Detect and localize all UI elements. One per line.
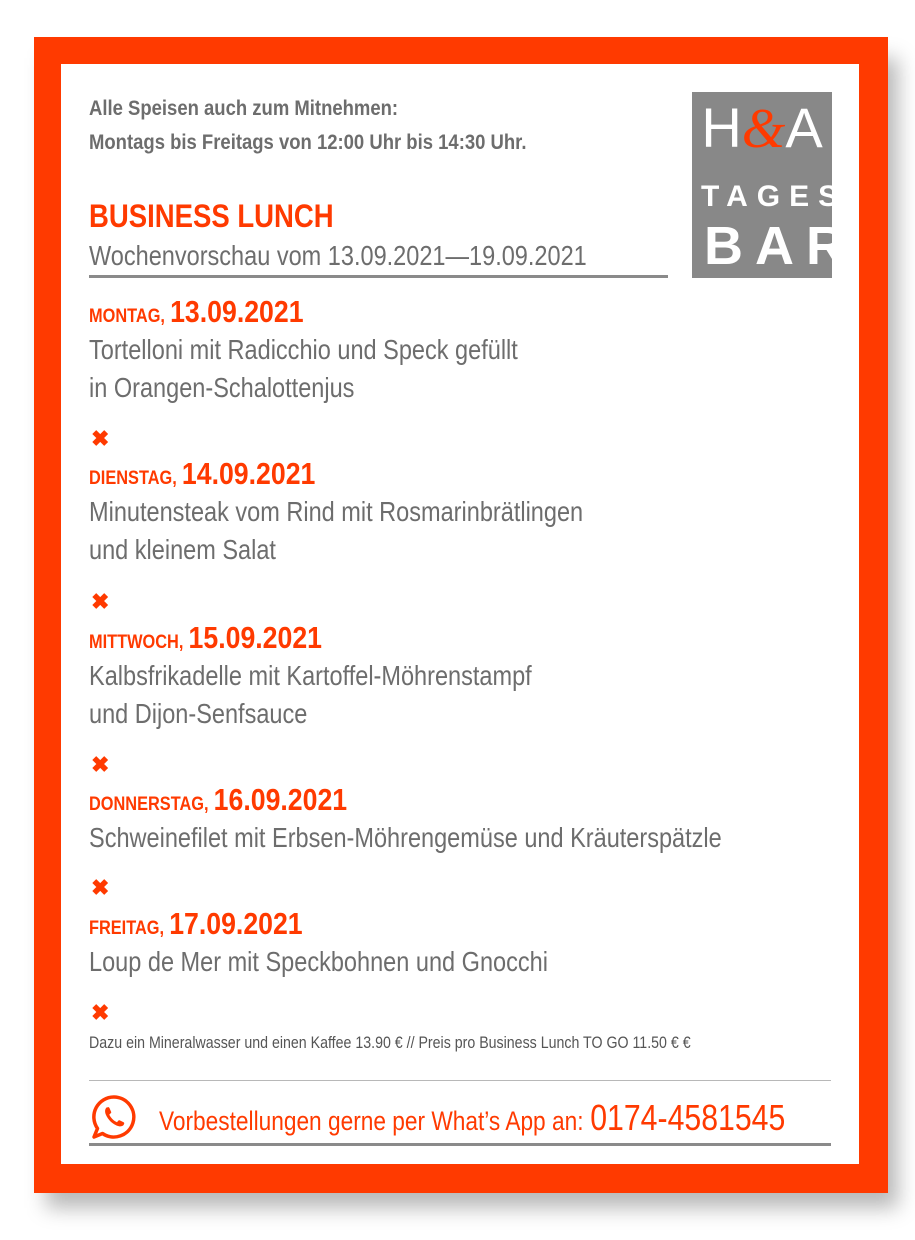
- ha-tagesbar-logo: [692, 92, 857, 278]
- day-date: 13.09.2021: [170, 294, 304, 329]
- dish-line-2: und kleinem Salat: [89, 534, 276, 565]
- menu-title: BUSINESS LUNCH: [89, 198, 334, 234]
- day-heading: [89, 619, 616, 657]
- preorder-text: Vorbestellungen gerne per What’s App an:: [159, 1106, 584, 1136]
- day-date: 16.09.2021: [213, 782, 348, 817]
- separator-icon: ✖: [91, 875, 110, 900]
- dish-line-1: Schweinefilet mit Erbsen-Möhrengemüse und Kräuterspätzle: [89, 822, 722, 853]
- dish-line-2: in Orangen-Schalottenjus: [89, 372, 355, 403]
- day-heading: [89, 905, 635, 943]
- day-tuesday: [89, 455, 677, 569]
- separator-icon: ✖: [91, 426, 110, 451]
- takeaway-line-2: Montags bis Freitags von 12:00 Uhr bis 14:30 Uhr.: [89, 131, 527, 154]
- phone-number[interactable]: 0174-4581545: [590, 1097, 786, 1138]
- divider: [89, 1080, 831, 1081]
- logo-bar: BAR: [704, 216, 857, 276]
- logo-monogram: H&A: [701, 96, 823, 160]
- day-date: 15.09.2021: [188, 620, 322, 655]
- day-date: 17.09.2021: [169, 906, 303, 941]
- day-name: DONNERSTAG,: [89, 794, 209, 815]
- dish-line-1: Loup de Mer mit Speckbohnen und Gnocchi: [89, 946, 548, 977]
- separator-icon: ✖: [91, 1000, 110, 1025]
- bottom-rule: [89, 1143, 831, 1146]
- dish-line-1: Kalbsfrikadelle mit Kartoffel-Möhrenstampf: [89, 660, 532, 691]
- logo-tages: TAGES: [701, 180, 848, 213]
- title-underline: [89, 275, 668, 278]
- dish-line-1: Tortelloni mit Radicchio und Speck gefüllt: [89, 334, 518, 365]
- week-range: Wochenvorschau vom 13.09.2021—19.09.2021: [89, 240, 587, 271]
- preorder-info: [159, 1094, 905, 1150]
- day-wednesday: [89, 619, 616, 733]
- whatsapp-icon[interactable]: [91, 1094, 137, 1140]
- day-monday: [89, 293, 599, 407]
- day-friday: [89, 905, 635, 981]
- day-heading: [89, 781, 842, 819]
- day-date: 14.09.2021: [181, 456, 316, 491]
- day-name: DIENSTAG,: [89, 468, 177, 489]
- price-note: Dazu ein Mineralwasser und einen Kaffee 13.90 € // Preis pro Business Lunch TO GO 11.50 € €: [89, 1034, 691, 1052]
- day-name: MITTWOCH,: [89, 632, 184, 653]
- separator-icon: ✖: [91, 589, 110, 614]
- menu-card: [61, 64, 859, 1164]
- day-name: FREITAG,: [89, 918, 165, 939]
- separator-icon: ✖: [91, 752, 110, 777]
- takeaway-line-1: Alle Speisen auch zum Mitnehmen:: [89, 97, 399, 120]
- dish-line-2: und Dijon-Senfsauce: [89, 698, 308, 729]
- day-heading: [89, 293, 599, 331]
- day-thursday: [89, 781, 842, 857]
- day-name: MONTAG,: [89, 306, 165, 327]
- dish-line-1: Minutensteak vom Rind mit Rosmarinbrätlingen: [89, 496, 584, 527]
- takeaway-info: [89, 92, 586, 160]
- day-heading: [89, 455, 677, 493]
